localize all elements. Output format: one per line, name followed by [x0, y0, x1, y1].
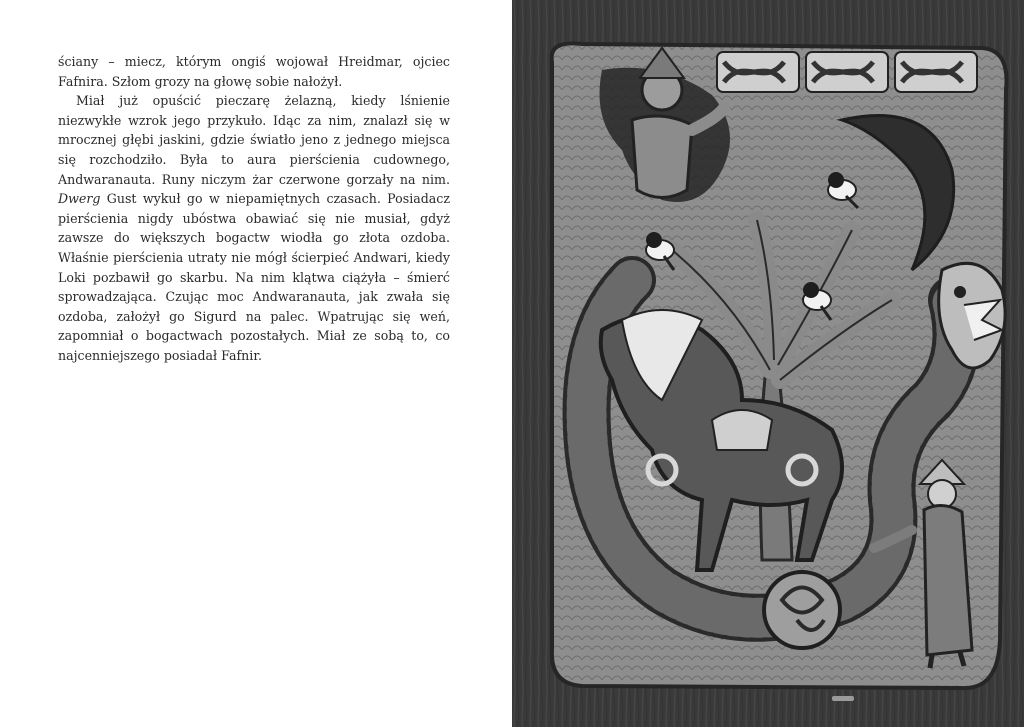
right-page-illustration	[512, 0, 1024, 727]
paragraph	[58, 91, 450, 365]
text-run: ściany – miecz, którym ongiś wojował Hreidmar, ojciec Fafnira. Szłom grozy na głowę sobie nałożył.	[58, 54, 450, 89]
italic-text: Dwerg	[58, 191, 101, 207]
round-shield	[764, 572, 840, 648]
text-run: Gust wykuł go w niepamiętnych czasach. Posiadacz pierścienia nigdy ubóstwa obawiać się nie musiał, gdyż zawsze do większych bogactw wiodła go złota ozdoba. Właśnie pierścienia utraty nie mógł ścierpieć Andwari, kiedy Loki pozbawił go skarbu. Na nim klątwa ciążyła – śmierć sprowadzająca. Czując moc Andwaranauta, jak zwała się ozdoba, założył go Sigurd na palec. Wpatrując się weń, zapomniał o bogactwach pozostałych. Miał ze sobą to, co najcenniejszego posiadał Fafnir.	[58, 191, 450, 363]
panel-mark	[832, 696, 854, 701]
norse-carving-illustration	[512, 0, 1024, 727]
paragraph	[58, 52, 450, 91]
body-text	[58, 52, 450, 366]
text-run: Miał już opuścić pieczarę żelazną, kiedy lśnienie niezwykłe wzrok jego przykuło. Idąc za nim, znalazł się w mrocznej głębi jaskini, gdzie światło jeno z jednego miejsca się rozchodziło. Była to aura pierścienia cudownego, Andwaranauta. Runy niczym żar czerwone gorzały na nim.	[58, 93, 450, 187]
saddle	[712, 410, 772, 450]
knotwork-bands	[717, 52, 977, 92]
